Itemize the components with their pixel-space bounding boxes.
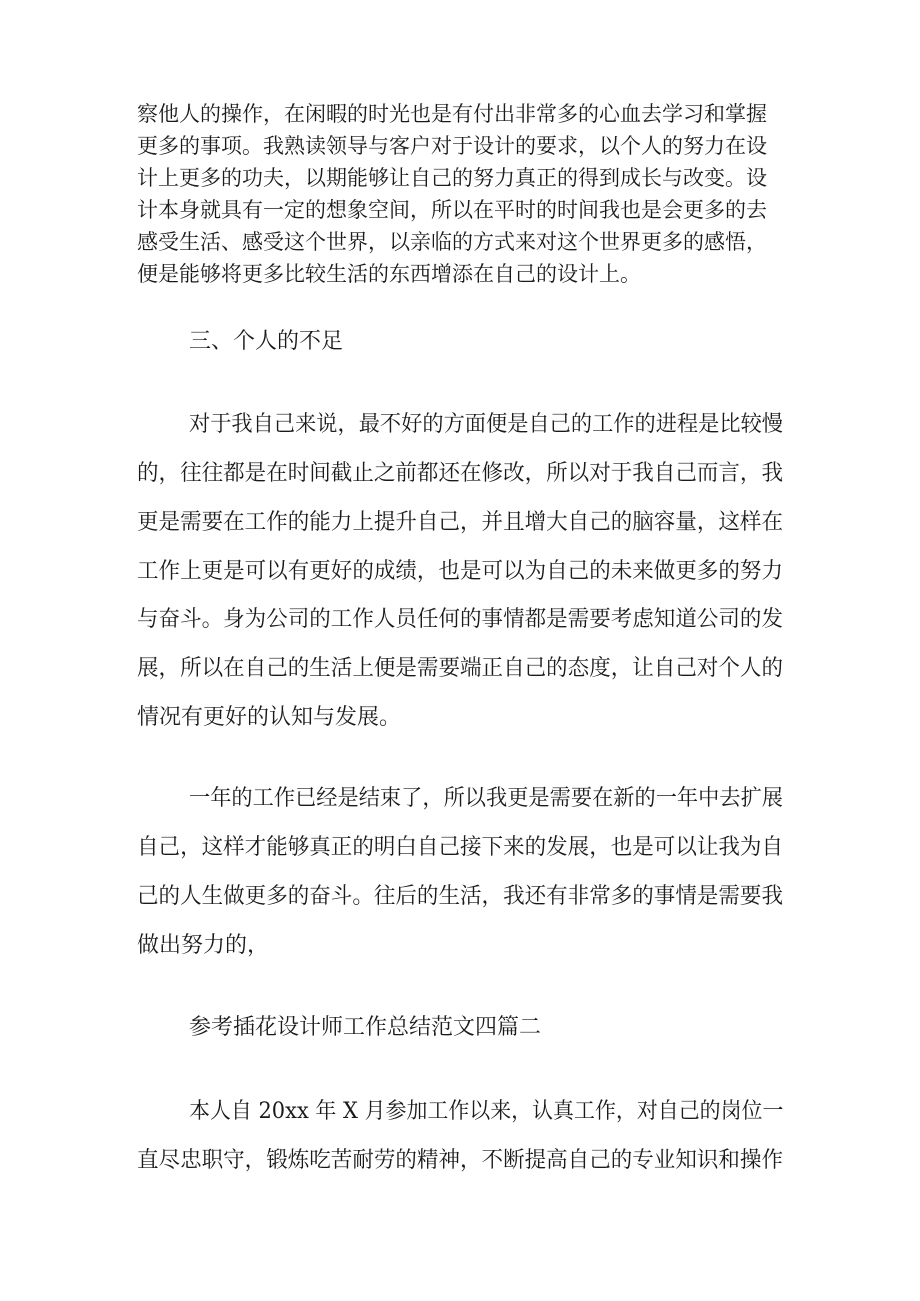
text-line: 便是能够将更多比较生活的东西增添在自己的设计上。 xyxy=(137,262,641,286)
text-line: 计本身就具有一定的想象空间，所以在平时的时间我也是会更多的去 xyxy=(137,198,767,222)
text-line: 展，所以在自己的生活上便是需要端正自己的态度，让自己对个人的 xyxy=(137,656,784,681)
text-line: 己的人生做更多的奋斗。往后的生活，我还有非常多的事情是需要我 xyxy=(137,884,784,909)
text-line: 情况有更好的认知与发展。 xyxy=(137,705,402,730)
text-line: 直尽忠职守，锻炼吃苦耐劳的精神，不断提高自己的专业知识和操作 xyxy=(137,1148,784,1173)
section-heading: 三、个人的不足 xyxy=(189,329,344,354)
text-line: 计上更多的功夫，以期能够让自己的努力真正的得到成长与改变。设 xyxy=(137,166,767,190)
text-line: 工作上更是可以有更好的成绩，也是可以为自己的未来做更多的努力 xyxy=(137,559,784,584)
text-line: 自己，这样才能够真正的明白自己接下来的发展，也是可以让我为自 xyxy=(137,835,784,860)
text-line: 做出努力的， xyxy=(137,933,270,958)
text-line: 更是需要在工作的能力上提升自己，并且增大自己的脑容量，这样在 xyxy=(137,510,784,535)
text-line: 一年的工作已经是结束了，所以我更是需要在新的一年中去扩展 xyxy=(189,786,784,811)
article-title: 参考插花设计师工作总结范文四篇二 xyxy=(189,1015,542,1040)
text-line: 的，往往都是在时间截止之前都还在修改，所以对于我自己而言，我 xyxy=(137,461,784,486)
text-line: 对于我自己来说，最不好的方面便是自己的工作的进程是比较慢 xyxy=(189,412,784,437)
text-line: 感受生活、感受这个世界，以亲临的方式来对这个世界更多的感悟， xyxy=(137,230,767,254)
text-line: 更多的事项。我熟读领导与客户对于设计的要求，以个人的努力在设 xyxy=(137,134,767,158)
text-line: 察他人的操作，在闲暇的时光也是有付出非常多的心血去学习和掌握 xyxy=(137,102,767,126)
text-line: 与奋斗。身为公司的工作人员任何的事情都是需要考虑知道公司的发 xyxy=(137,607,784,632)
text-line: 本人自 20xx 年 X 月参加工作以来，认真工作，对自己的岗位一 xyxy=(189,1099,784,1124)
